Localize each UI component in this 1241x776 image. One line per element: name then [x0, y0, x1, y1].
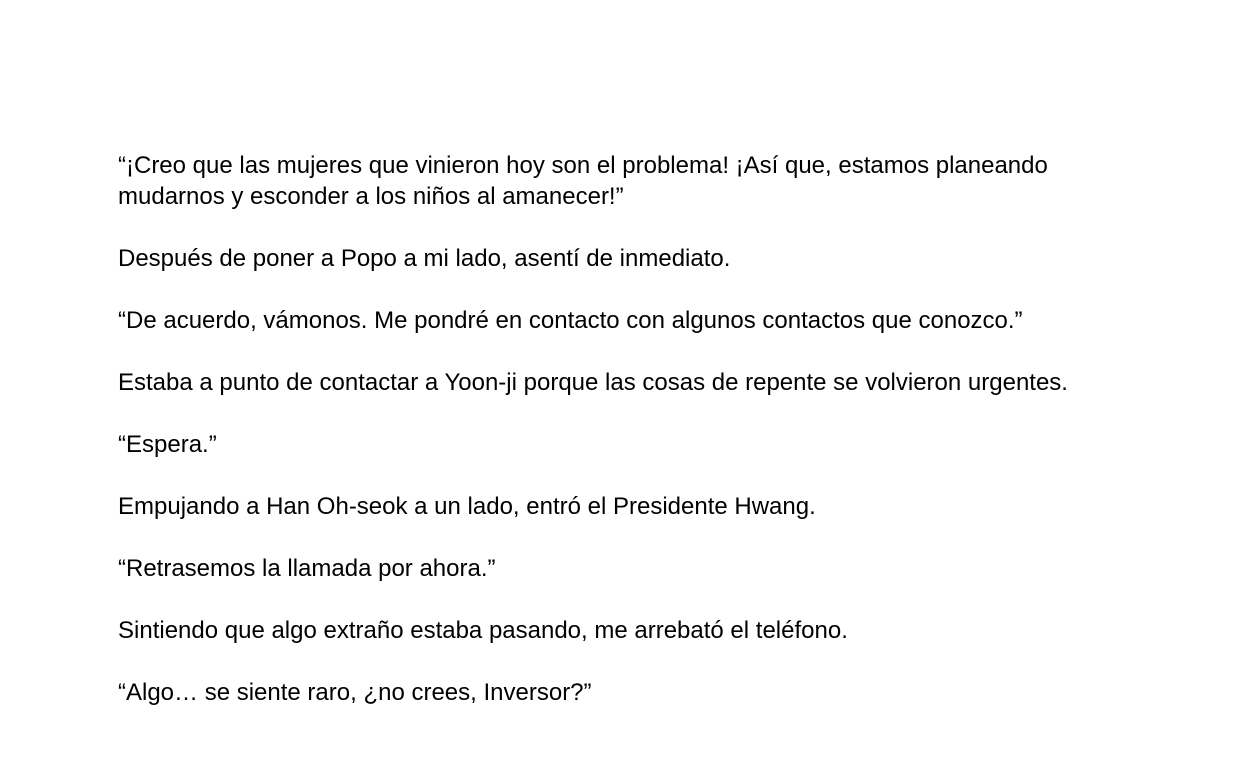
paragraph: “¡Creo que las mujeres que vinieron hoy son el problema! ¡Así que, estamos planeando mudarnos y esconder a los niños al amanecer!”	[118, 152, 1048, 210]
paragraph: Estaba a punto de contactar a Yoon-ji porque las cosas de repente se volvieron urgentes.	[118, 369, 1068, 396]
paragraph: Sintiendo que algo extraño estaba pasando, me arrebató el teléfono.	[118, 617, 848, 644]
paragraph: Empujando a Han Oh-seok a un lado, entró el Presidente Hwang.	[118, 493, 816, 520]
document-body	[118, 150, 1118, 739]
paragraph: Después de poner a Popo a mi lado, asentí de inmediato.	[118, 245, 731, 272]
paragraph: “Algo… se siente raro, ¿no crees, Inversor?”	[118, 679, 592, 706]
paragraph: “De acuerdo, vámonos. Me pondré en contacto con algunos contactos que conozco.”	[118, 307, 1023, 334]
paragraph: “Retrasemos la llamada por ahora.”	[118, 555, 496, 582]
paragraph: “Espera.”	[118, 431, 217, 458]
